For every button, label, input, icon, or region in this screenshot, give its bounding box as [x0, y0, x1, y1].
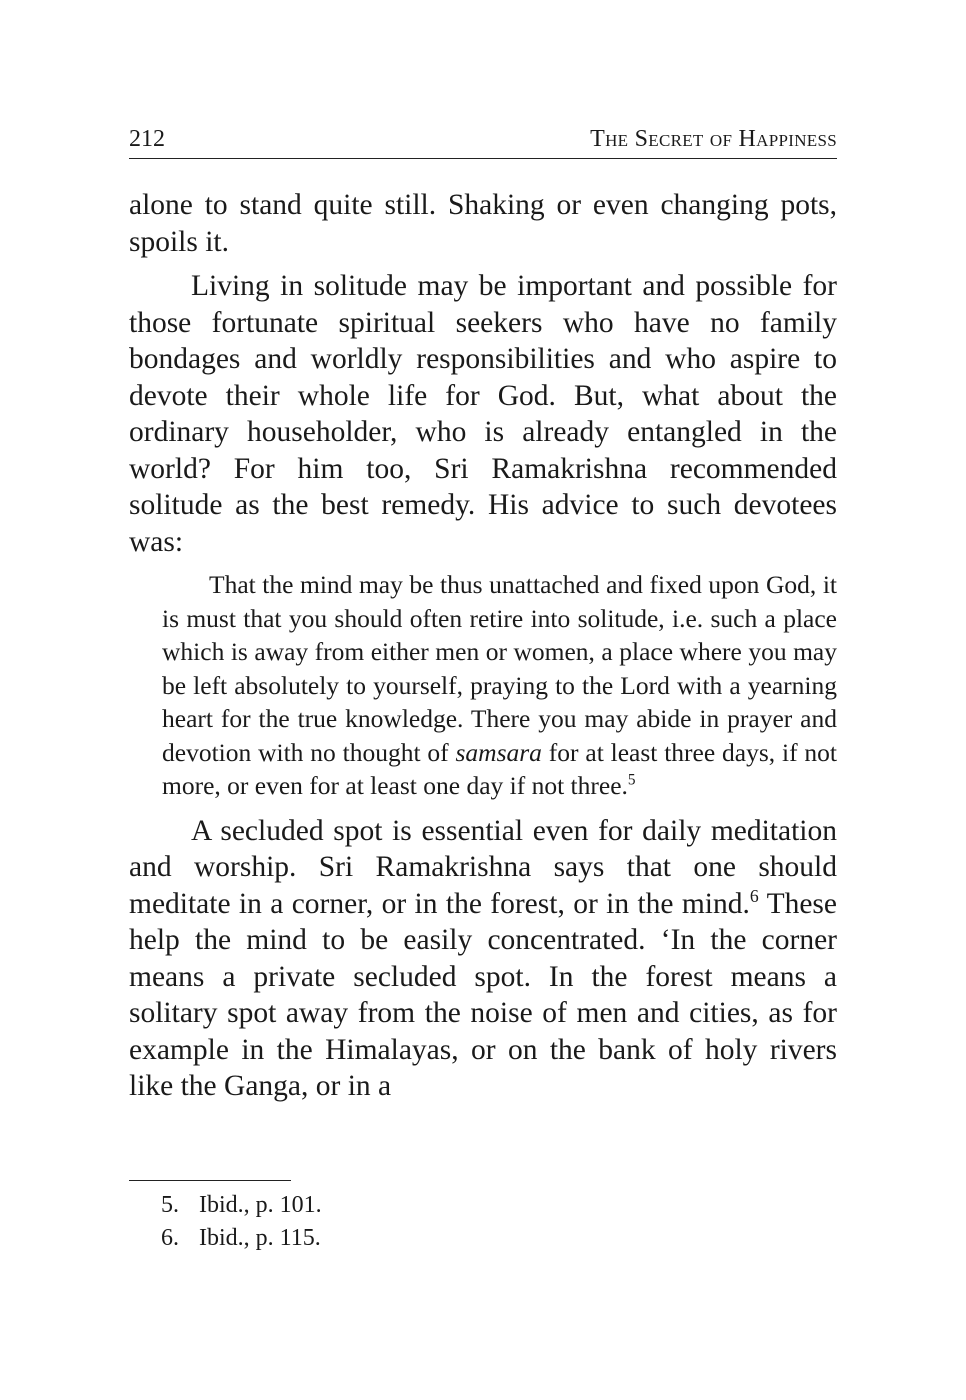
footnote-item — [129, 1189, 837, 1222]
paragraph-text-end: These help the mind to be easily concentrated. ‘In the corner means a private secluded spot. In the forest means a solitary spot away from the noise of men and cities, as for example in the Himalayas, or on the bank of holy rivers like the Ganga, or in a — [129, 887, 838, 1102]
block-quote — [162, 568, 837, 803]
footnote-rule — [129, 1180, 291, 1181]
quote-italic-term: samsara — [455, 737, 542, 767]
paragraph-text-start: A secluded spot is essential even for daily meditation and worship. Sri Ramakrishna says that one should meditate in a corner, or in the forest, or in the mind. — [129, 814, 837, 920]
footnote-number: 6. — [161, 1225, 179, 1251]
page-number: 212 — [129, 126, 165, 152]
page-body — [129, 120, 837, 1113]
footnotes — [129, 1180, 837, 1255]
paragraph-continued: alone to stand quite still. Shaking or even changing pots, spoils it. — [129, 189, 837, 258]
footnote-ref-5[interactable]: 5 — [627, 771, 636, 789]
footnote-number: 5. — [161, 1192, 179, 1218]
footnote-text: Ibid., p. 101. — [199, 1192, 322, 1218]
footnote-text: Ibid., p. 115. — [199, 1225, 321, 1251]
running-header — [129, 120, 837, 159]
paragraph-secluded-spot — [129, 813, 837, 1105]
footnote-ref-6[interactable]: 6 — [749, 885, 759, 906]
quote-text-start: That the mind may be thus unattached and fixed upon God, it is must that you should often retire into solitude, i.e. such a place which is away from either men or women, a place where you may be left absolutely to yourself, praying to the Lord with a yearning heart for the true knowledge. There you may abide in prayer and devotion with no thought of — [162, 570, 837, 767]
running-title: The Secret of Happiness — [590, 126, 837, 152]
paragraph-solitude: Living in solitude may be important and possible for those fortunate spiritual seekers who have no family bondages and worldly responsibilities and who aspire to devote their whole life for God. But, what about the ordinary householder, who is already entangled in the world? For him too, Sri Ramakrishna recommended solitude as the best remedy. His advice to such devotees was: — [129, 270, 837, 558]
quote-text-end: for at least three days, if not more, or even for at least one day if not three. — [162, 737, 838, 800]
footnote-item — [129, 1222, 837, 1255]
